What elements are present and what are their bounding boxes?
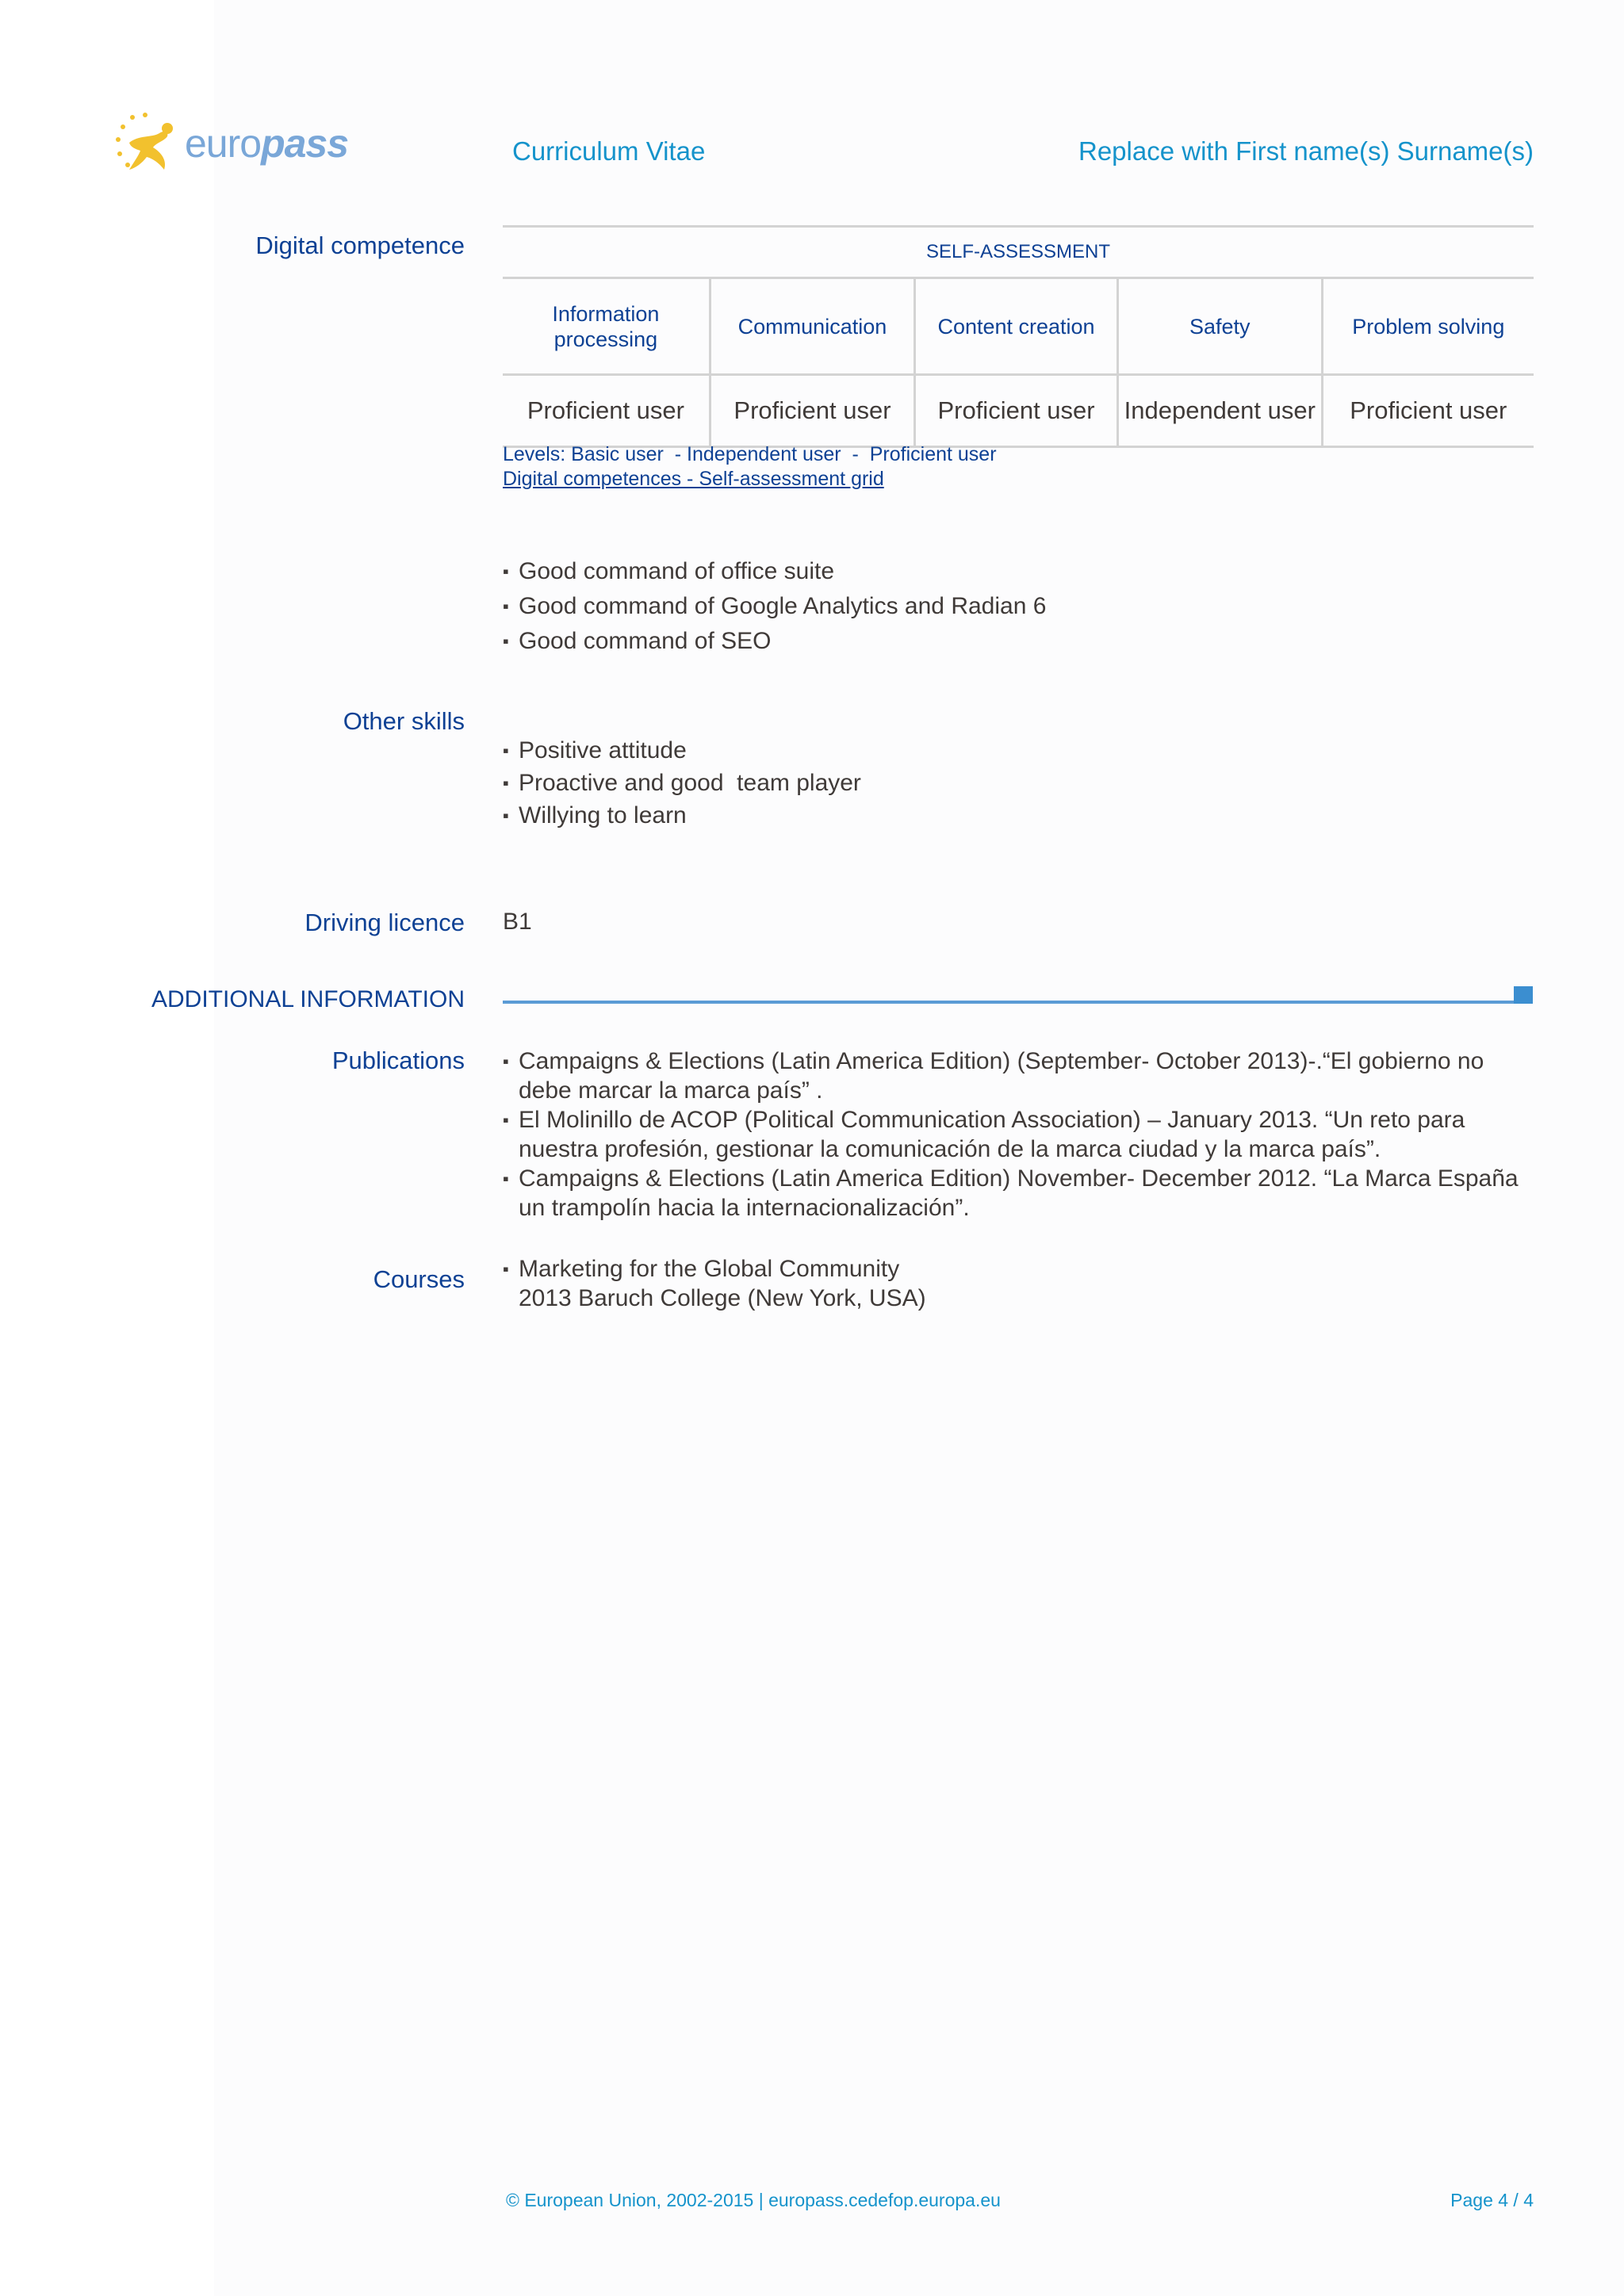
- list-item: ▪ Positive attitude: [503, 734, 861, 767]
- course-title: ▪ Marketing for the Global Community: [519, 1256, 900, 1282]
- column-header: Problem solving: [1322, 278, 1534, 375]
- additional-information-heading: ADDITIONAL INFORMATION: [151, 986, 465, 1012]
- europass-wordmark: [185, 121, 348, 166]
- list-item: [503, 1254, 926, 1313]
- levels-legend: [503, 442, 997, 492]
- europass-logo: [115, 111, 349, 182]
- list-item: ▪ Proactive and good team player: [503, 767, 861, 799]
- column-header: Information processing: [503, 278, 710, 375]
- other-skills-list: [503, 734, 861, 832]
- self-assessment-heading: SELF-ASSESSMENT: [503, 227, 1534, 278]
- courses-list: [503, 1254, 926, 1313]
- list-item: ▪ Good command of Google Analytics and Radian 6: [503, 589, 1046, 624]
- list-item: ▪ Good command of office suite: [503, 554, 1046, 589]
- column-header: Communication: [710, 278, 914, 375]
- list-item: ▪ Campaigns & Elections (Latin America Edition) (September- October 2013)-.“El gobierno no debe marcar la marca país” .: [503, 1047, 1534, 1105]
- list-item: ▪ El Molinillo de ACOP (Political Communication Association) – January 2013. “Un reto para nuestra profesión, gestionar la comunicación de la marca ciudad y la marca país”.: [503, 1105, 1534, 1164]
- level-value: Proficient user: [1322, 375, 1534, 447]
- driving-licence-label: Driving licence: [304, 909, 465, 936]
- column-header: Content creation: [915, 278, 1118, 375]
- list-item: ▪ Willying to learn: [503, 799, 861, 832]
- section-divider: [503, 1001, 1514, 1004]
- list-item: ▪ Campaigns & Elections (Latin America Edition) November- December 2012. “La Marca España un trampolín hacia la internacionalización”.: [503, 1164, 1534, 1223]
- self-assessment-grid-link[interactable]: Digital competences - Self-assessment grid: [503, 468, 884, 490]
- list-item: ▪ Good command of SEO: [503, 624, 1046, 659]
- level-value: Proficient user: [915, 375, 1118, 447]
- column-header: Safety: [1117, 278, 1322, 375]
- level-value: Proficient user: [710, 375, 914, 447]
- driving-licence-value: B1: [503, 909, 532, 935]
- courses-label: Courses: [373, 1265, 465, 1293]
- publications-list: [503, 1047, 1534, 1223]
- other-skills-label: Other skills: [343, 707, 465, 735]
- footer-copyright: © European Union, 2002-2015 | europass.cedefop.europa.eu: [506, 2190, 1001, 2210]
- europass-figure-icon: [115, 111, 186, 182]
- logo-text-pass: pass: [261, 121, 349, 166]
- digital-competence-label: Digital competence: [255, 232, 465, 259]
- page-number: Page 4 / 4: [1450, 2190, 1534, 2210]
- logo-text-euro: euro: [185, 121, 262, 166]
- levels-text: Levels: Basic user - Independent user - Proficient user: [503, 443, 997, 465]
- candidate-name: Replace with First name(s) Surname(s): [1078, 136, 1534, 166]
- digital-skills-list: [503, 554, 1046, 659]
- course-detail: 2013 Baruch College (New York, USA): [519, 1285, 926, 1311]
- section-divider-marker: [1514, 986, 1533, 1004]
- publications-label: Publications: [331, 1047, 465, 1074]
- level-value: Proficient user: [503, 375, 710, 447]
- level-value: Independent user: [1117, 375, 1322, 447]
- digital-competence-grid: [503, 225, 1534, 448]
- doc-title: Curriculum Vitae: [512, 136, 706, 166]
